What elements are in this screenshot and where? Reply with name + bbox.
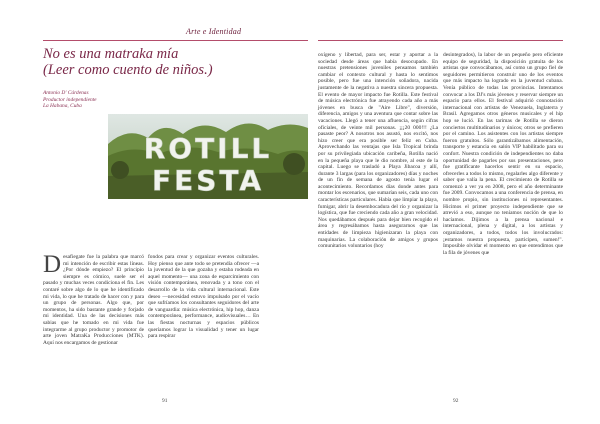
column-1 — [43, 251, 144, 346]
header-rule-left — [43, 40, 308, 41]
drop-cap: D — [43, 251, 62, 278]
sign-line-2: FESTA — [151, 164, 265, 197]
article-title — [43, 46, 313, 78]
column-1-text: esafiegate fue la palabra que marcó mi intención de escribir estas líneas. ¿Por dónde empiezo? El principio siempre es cómico, suele ser el pasado y muchas veces condiciona el fin. Les contaré sobre algo de lo que he identificado mi vida, lo que he tratado de hacer con y para un grupo de personas. Algo que, por momentos, ha sido bastante grande y forjado mi identidad. Una de las decisiones más sabias que he tomado en mi vida fue integrarme al grupo productor y promotor de arte joven MatraKa Producciones (MTK). Aquí nos encargamos de gestionar — [43, 254, 144, 346]
section-title: Arte e Identidad — [186, 27, 242, 36]
page-number-left: 91 — [162, 398, 168, 404]
festival-photo — [108, 114, 308, 199]
author-location: La Habana, Cuba — [43, 103, 82, 110]
author-role: Productor independiente — [43, 96, 97, 103]
page-number-right: 92 — [453, 398, 459, 404]
festival-photo-image — [108, 114, 308, 199]
sign-line-1: ROTILL — [143, 132, 273, 165]
title-line-2: (Leer como cuento de niños.) — [43, 62, 213, 78]
column-2: fondos para crear y organizar eventos culturales. Hoy pienso que ante todo se pretendía ofrecer —a la juventud de la que gozaba y estaba rodeada en aquel momento— una zona de esparcimiento con visión contemporánea, renovada y a tono con el desarrollo de la vida cultural internacional. Este deseo —necesidad estuvo impulsado por el vacío que sufríamos los consultantes seguidores del arte de vanguardia: música electrónica, hip hop, danza contemporánea, performance, audiovisuales… En las fiestas nocturnas y espacios públicos queríamos lograr la visualidad y tener un lugar para respirar — [148, 254, 259, 340]
column-3: oxígeno y libertad, para ser, estar y aportar a la sociedad desde áreas que había desocupado. En nuestras pretensiones juveniles pensamos también cambiar el contexto cultural y hasta lo sentimos posible, pero fue una intención soñadora, nacida justamente de la negativa a nuestra sincera propuesta. El evento de mayor impacto fue Rotilla. Este festival de música electrónica fue atrayendo cada año a más jóvenes en busca de "Aire Libre", diversión, diferencia, amigos y una aventura que contar sobre las vacaciones. Llegó a tener una afluencia, según cifras oficiales, de veinte mil personas. ¡¡¡20 000!!! ¿La pasaste peor? A nosotros nos asustó, nos excitó, nos hizo creer que era posible ser feliz en Cuba. Aprovechando las ventajas que Isla Tropical brinda por su privilegiada ubicación caribeña, Rotilla nació en la pequeña playa que le dio nombre, al este de la capital. Luego se trasladó a Playa Jibacoa y allí, durante 3 largas (para los organizadores) días y noches de un fin de semana de agosto tenía lugar el acontecimiento. Recordamos días donde antes para montar los escenarios, que sumarían seis, cada uno con características particulares. Había que limpiar la playa, fumigar, abrir la desembocadura del río y organizar la logística, que fue creciendo cada año a gran velocidad. Nos quedábamos después para dejar bien recogido el área y regresábamos hasta asegurarnos que las entidades de limpieza higienizaran la playa con maquinarias. La colaboración de amigos y grupos comunitarios voluntarios (hoy — [318, 52, 438, 250]
header-rule-right — [318, 40, 563, 41]
column-4: desintegrados), la labor de un pequeño pero eficiente equipo de seguridad, la disposición gratuita de los artistas que convocábamos, así como un grupo fiel de seguidores permitieron construir uno de los eventos que más impacto ha logrado en la juventud cubana. Venía público de todas las provincias. Intentamos convocar a los DJ's más jóvenes y reservar siempre un espacio para ellos. El festival adquirió connotación internacional con artistas de Venezuela, Inglaterra y Brasil. Agregamos otros géneros musicales y el hip hop se lució. En las tarimas de Rotilla se dieron conciertos multitudinarios y únicos; otros se prefieren por el camino. Los asistentes con los artistas siempre fueron gratuitos. Sólo garantizábamos alimentación, transporte y estancia en salón VIP habilitado para su confort. Nuestra condición de independientes no daba oportunidad de pagarles por sus presentaciones, pero fue gratificante hacerlos sentir en su espacio, ofrecerles a todos lo mismo, regalarles algo diferente y saber que valía la pena. El crecimiento de Rotilla se comenzó a ver ya en 2008, pero el año determinante fue 2009. Convocamos a una conferencia de prensa, en nombre propio, sin instituciones ni representantes. Hicimos el primer proyecto independiente que se atrevió a eso, aunque no teníamos noción de que lo hacíamos. Dijimos a la prensa nacional e internacional, plena y digital, a los artistas y organizadores, a todos, todos los involucrados: ¡estamos nuestra propuesta, participen, sumen!". Imposible olvidar el momento en que entendimos que la fila de jóvenes que — [443, 52, 563, 256]
byline — [43, 90, 97, 110]
title-line-1: No es una matraka mía — [43, 46, 179, 62]
author-name: Antonio D' Cárdenas — [43, 90, 89, 96]
